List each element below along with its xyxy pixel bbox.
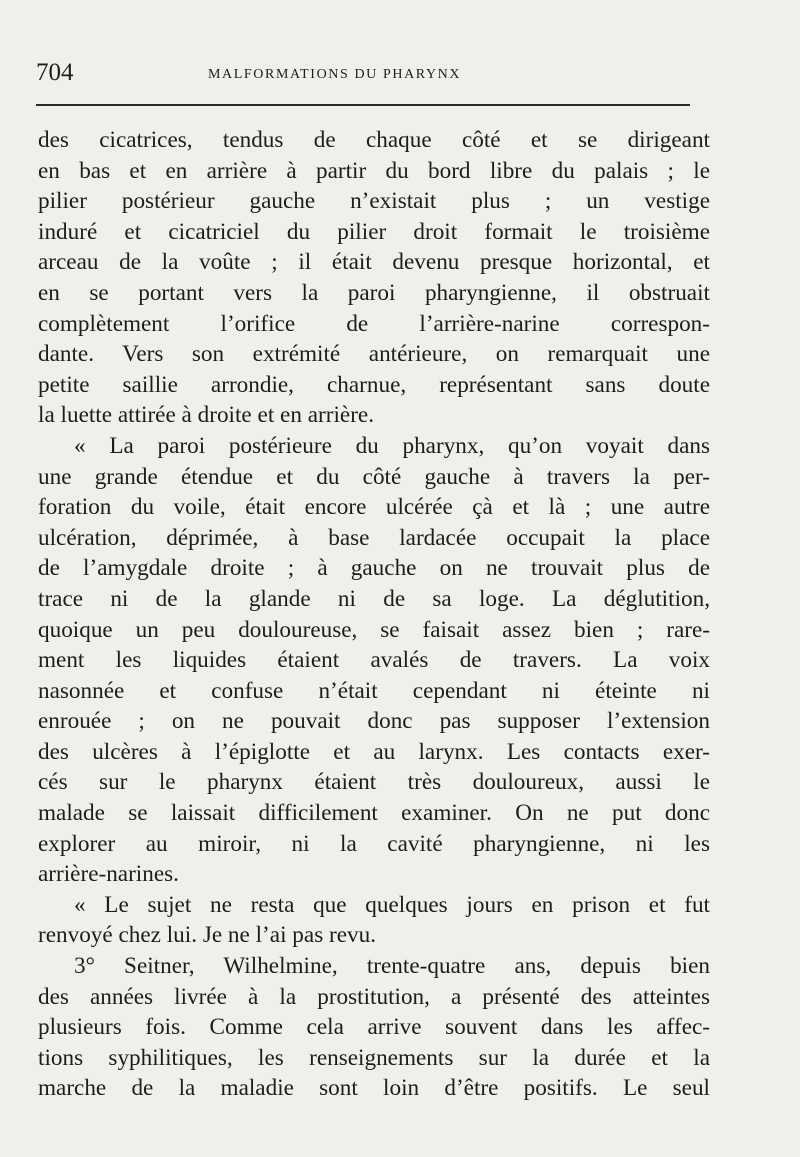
header-rule <box>36 104 690 106</box>
text-line: dante. Vers son extrémité antérieure, on remarquait une <box>38 341 710 368</box>
text-line: arceau de la voûte ; il était devenu presque horizontal, et <box>38 249 710 276</box>
text-line: une grande étendue et du côté gauche à travers la per- <box>38 463 710 490</box>
text-line: ulcération, déprimée, à base lardacée occupait la place <box>38 524 710 551</box>
running-title: MALFORMATIONS DU PHARYNX <box>208 67 462 82</box>
text-line: quoique un peu douloureuse, se faisait assez bien ; rare- <box>38 616 710 643</box>
text-line: tions syphilitiques, les renseignements sur la durée et la <box>38 1044 710 1071</box>
text-line: des cicatrices, tendus de chaque côté et se dirigeant <box>38 127 710 153</box>
text-line: renvoyé chez lui. Je ne l’ai pas revu. <box>38 922 377 949</box>
text-line: arrière-narines. <box>38 861 179 888</box>
text-line: foration du voile, était encore ulcérée çà et là ; une autre <box>38 494 710 521</box>
text-line: des ulcères à l’épiglotte et au larynx. Les contacts exer- <box>38 738 710 765</box>
text-line: complètement l’orifice de l’arrière-narine correspon- <box>38 310 710 337</box>
text-line: de l’amygdale droite ; à gauche on ne trouvait plus de <box>38 555 710 582</box>
text-line: en bas et en arrière à partir du bord libre du palais ; le <box>38 157 710 184</box>
text-line: petite saillie arrondie, charnue, représentant sans doute <box>38 371 710 398</box>
text-line: malade se laissait difficilement examiner. On ne put donc <box>38 800 710 827</box>
body-text <box>38 125 710 1104</box>
text-line: enrouée ; on ne pouvait donc pas supposer l’extension <box>38 708 710 735</box>
text-line: explorer au miroir, ni la cavité pharyngienne, ni les <box>38 830 710 857</box>
text-line: induré et cicatriciel du pilier droit formait le troisième <box>38 218 710 245</box>
text-line: « Le sujet ne resta que quelques jours en prison et fut <box>74 891 710 918</box>
text-line: nasonnée et confuse n’était cependant ni éteinte ni <box>38 677 710 704</box>
text-line: « La paroi postérieure du pharynx, qu’on voyait dans <box>74 432 710 459</box>
text-line: cés sur le pharynx étaient très douloureux, aussi le <box>38 769 710 796</box>
text-line: 3° Seitner, Wilhelmine, trente-quatre ans, depuis bien <box>74 953 710 980</box>
text-line: pilier postérieur gauche n’existait plus ; un vestige <box>38 188 710 215</box>
text-line: marche de la maladie sont loin d’être positifs. Le seul <box>38 1075 710 1102</box>
text-line: en se portant vers la paroi pharyngienne, il obstruait <box>38 279 710 306</box>
text-line: ment les liquides étaient avalés de travers. La voix <box>38 647 710 674</box>
text-line: la luette attirée à droite et en arrière. <box>38 402 375 429</box>
text-line: des années livrée à la prostitution, a présenté des atteintes <box>38 983 710 1010</box>
text-line: plusieurs fois. Comme cela arrive souvent dans les affec- <box>38 1014 710 1041</box>
text-line: trace ni de la glande ni de sa loge. La déglutition, <box>38 585 710 612</box>
page-header <box>36 58 696 90</box>
page-number: 704 <box>36 59 74 86</box>
